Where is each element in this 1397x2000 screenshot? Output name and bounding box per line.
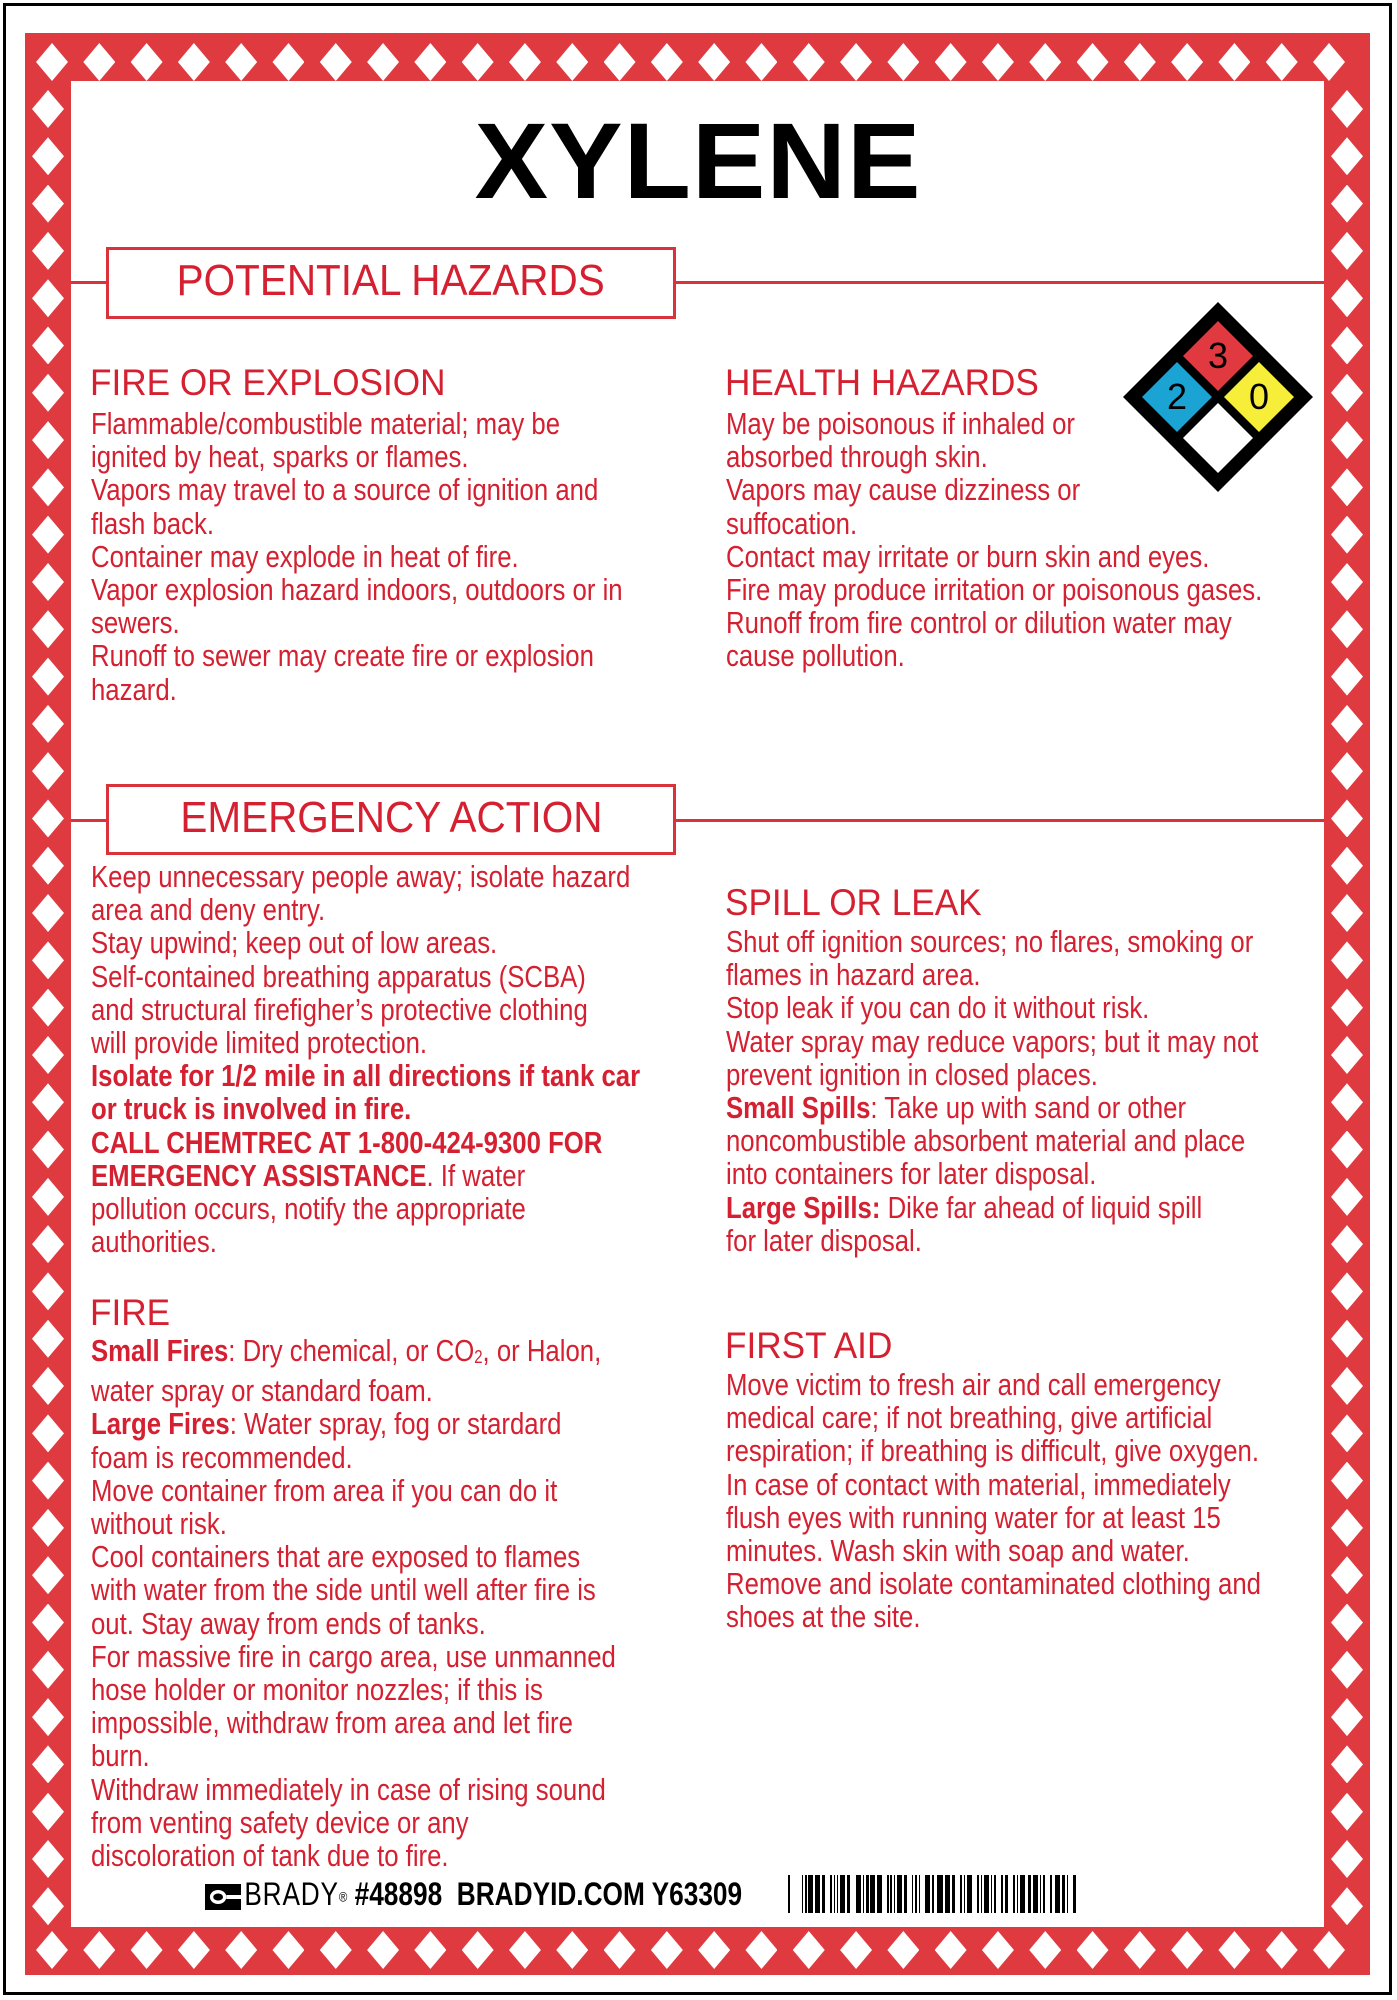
large-fires-label: Large Fires bbox=[91, 1406, 230, 1442]
diamond-icon bbox=[414, 1931, 446, 1969]
first-aid-text bbox=[726, 1368, 1261, 1634]
svg-text:2: 2 bbox=[1166, 376, 1188, 417]
small-spills-label: Small Spills bbox=[726, 1090, 871, 1126]
diamond-icon bbox=[1331, 374, 1363, 412]
text-line: Withdraw immediately in case of rising sound bbox=[91, 1771, 606, 1807]
text-line: May be poisonous if inhaled or bbox=[726, 406, 1076, 441]
text-line: sewers. bbox=[91, 605, 180, 641]
diamond-icon bbox=[32, 894, 64, 932]
diamond-icon bbox=[982, 1931, 1014, 1969]
diamond-icon bbox=[745, 1931, 777, 1969]
diamond-icon bbox=[367, 43, 399, 81]
text-line: medical care; if not breathing, give artificial bbox=[726, 1400, 1213, 1436]
brady-logo-icon bbox=[205, 1884, 241, 1910]
chemical-title bbox=[0, 100, 1397, 221]
diamond-icon bbox=[36, 1931, 68, 1969]
heading-spill-or-leak: SPILL OR LEAK bbox=[725, 882, 982, 923]
text-line: cause pollution. bbox=[726, 638, 905, 674]
text-line: Shut off ignition sources; no flares, smoking or bbox=[726, 924, 1254, 959]
diamond-icon bbox=[1331, 1840, 1363, 1878]
diamond-icon bbox=[36, 43, 68, 81]
nfpa-diamond-icon bbox=[1123, 302, 1313, 492]
diamond-icon bbox=[32, 1414, 64, 1452]
diamond-icon bbox=[1313, 1931, 1345, 1969]
text-line: into containers for later disposal. bbox=[726, 1156, 1097, 1192]
diamond-icon bbox=[1171, 43, 1203, 81]
diamond-icon bbox=[1331, 1556, 1363, 1594]
diamond-icon bbox=[793, 1931, 825, 1969]
diamond-icon bbox=[1331, 421, 1363, 459]
heading-fire-or-explosion: FIRE OR EXPLOSION bbox=[90, 362, 446, 403]
diamond-icon bbox=[32, 1320, 64, 1358]
text-line: area and deny entry. bbox=[91, 892, 326, 928]
diamond-icon bbox=[1029, 1931, 1061, 1969]
text-line: suffocation. bbox=[726, 505, 858, 541]
diamond-icon bbox=[32, 1793, 64, 1831]
diamond-icon bbox=[32, 941, 64, 979]
diamond-icon bbox=[32, 1887, 64, 1925]
diamond-icon bbox=[1331, 1604, 1363, 1642]
diamond-icon bbox=[935, 43, 967, 81]
diamond-icon bbox=[556, 43, 588, 81]
diamond-icon bbox=[1331, 1414, 1363, 1452]
diamond-icon bbox=[32, 1745, 64, 1783]
diamond-icon bbox=[32, 1367, 64, 1405]
text-line: impossible, withdraw from area and let fire bbox=[91, 1705, 573, 1741]
diamond-icon bbox=[509, 1931, 541, 1969]
text-line: flames in hazard area. bbox=[726, 957, 981, 993]
border-diamonds-top bbox=[36, 43, 1360, 81]
diamond-icon bbox=[1331, 1272, 1363, 1310]
diamond-icon bbox=[1331, 847, 1363, 885]
diamond-icon bbox=[1331, 1509, 1363, 1547]
large-spills-line2: for later disposal. bbox=[726, 1222, 922, 1258]
text-line: Runoff from fire control or dilution water may bbox=[726, 605, 1232, 641]
diamond-icon bbox=[32, 232, 64, 270]
small-fires-text-cont: , or Halon, bbox=[482, 1333, 602, 1368]
text-line: Vapor explosion hazard indoors, outdoors or in bbox=[91, 572, 623, 608]
diamond-icon bbox=[1331, 799, 1363, 837]
diamond-icon bbox=[1331, 1793, 1363, 1831]
text-line: respiration; if breathing is difficult, give oxygen. bbox=[726, 1433, 1260, 1469]
text-line: will provide limited protection. bbox=[91, 1025, 428, 1061]
text-line: Fire may produce irritation or poisonous gases. bbox=[726, 572, 1263, 608]
text-line: Stop leak if you can do it without risk. bbox=[726, 990, 1150, 1026]
part-number: #48898 bbox=[354, 1876, 443, 1912]
text-line: authorities. bbox=[91, 1224, 217, 1260]
diamond-icon bbox=[887, 1931, 919, 1969]
diamond-icon bbox=[32, 1178, 64, 1216]
diamond-icon bbox=[604, 43, 636, 81]
diamond-icon bbox=[225, 1931, 257, 1969]
registered-mark: ® bbox=[338, 1888, 348, 1905]
text-line: minutes. Wash skin with soap and water. bbox=[726, 1533, 1190, 1569]
diamond-icon bbox=[745, 43, 777, 81]
chemical-title-text: XYLENE bbox=[475, 100, 922, 221]
diamond-icon bbox=[1171, 1931, 1203, 1969]
diamond-icon bbox=[32, 1509, 64, 1547]
diamond-icon bbox=[1266, 1931, 1298, 1969]
diamond-icon bbox=[793, 43, 825, 81]
diamond-icon bbox=[32, 799, 64, 837]
diamond-icon bbox=[1331, 894, 1363, 932]
text-line: ignited by heat, sparks or flames. bbox=[91, 439, 469, 475]
brand-name: BRADY bbox=[244, 1876, 339, 1912]
diamond-icon bbox=[32, 279, 64, 317]
diamond-icon bbox=[1331, 1178, 1363, 1216]
diamond-icon bbox=[887, 43, 919, 81]
diamond-icon bbox=[32, 1036, 64, 1074]
small-fires-line2: water spray or standard foam. bbox=[91, 1373, 433, 1409]
diamond-icon bbox=[509, 43, 541, 81]
diamond-icon bbox=[32, 326, 64, 364]
section-title-potential-hazards bbox=[106, 247, 676, 319]
diamond-icon bbox=[178, 43, 210, 81]
manufacturer-footer bbox=[205, 1876, 742, 1913]
diamond-icon bbox=[367, 1931, 399, 1969]
diamond-icon bbox=[1218, 43, 1250, 81]
diamond-icon bbox=[32, 1698, 64, 1736]
border-diamonds-right bbox=[1331, 90, 1363, 1935]
diamond-icon bbox=[1331, 610, 1363, 648]
diamond-icon bbox=[651, 1931, 683, 1969]
diamond-icon bbox=[840, 1931, 872, 1969]
diamond-icon bbox=[1218, 1931, 1250, 1969]
diamond-icon bbox=[1331, 1745, 1363, 1783]
diamond-icon bbox=[1029, 43, 1061, 81]
fire-text bbox=[91, 1334, 616, 1872]
diamond-icon bbox=[935, 1931, 967, 1969]
diamond-icon bbox=[1331, 705, 1363, 743]
diamond-icon bbox=[1331, 1651, 1363, 1689]
text-line: Flammable/combustible material; may be bbox=[91, 406, 561, 441]
diamond-icon bbox=[1077, 1931, 1109, 1969]
diamond-icon bbox=[131, 43, 163, 81]
diamond-icon bbox=[1331, 1698, 1363, 1736]
diamond-icon bbox=[982, 43, 1014, 81]
diamond-icon bbox=[1331, 1036, 1363, 1074]
section-title-text: POTENTIAL HAZARDS bbox=[176, 256, 606, 305]
spill-or-leak-text bbox=[726, 925, 1258, 1257]
text-line: from venting safety device or any bbox=[91, 1804, 469, 1840]
text-line: or truck is involved in fire. bbox=[91, 1091, 412, 1127]
small-spills-lines bbox=[726, 1124, 1258, 1190]
diamond-icon bbox=[32, 1272, 64, 1310]
diamond-icon bbox=[1331, 232, 1363, 270]
diamond-icon bbox=[1331, 516, 1363, 554]
text-line: Self-contained breathing apparatus (SCBA) bbox=[91, 958, 586, 994]
diamond-icon bbox=[32, 705, 64, 743]
text-line: Runoff to sewer may create fire or explosion bbox=[91, 638, 594, 674]
diamond-icon bbox=[32, 989, 64, 1027]
diamond-icon bbox=[32, 1131, 64, 1169]
diamond-icon bbox=[462, 43, 494, 81]
diamond-icon bbox=[1266, 43, 1298, 81]
text-line: burn. bbox=[91, 1738, 150, 1774]
emergency-action-text bbox=[91, 860, 640, 1258]
large-fires-text: : Water spray, fog or stardard bbox=[229, 1406, 562, 1442]
barcode bbox=[788, 1875, 1184, 1913]
text-line: Move container from area if you can do it bbox=[91, 1472, 558, 1508]
diamond-icon bbox=[651, 43, 683, 81]
diamond-icon bbox=[1331, 468, 1363, 506]
text-line: discoloration of tank due to fire. bbox=[91, 1838, 449, 1874]
text-line: Isolate for 1/2 mile in all directions if tank car bbox=[91, 1058, 641, 1094]
diamond-icon bbox=[1331, 1887, 1363, 1925]
spill-instructions bbox=[726, 925, 1258, 1091]
diamond-icon bbox=[840, 43, 872, 81]
text-line: Water spray may reduce vapors; but it may not bbox=[726, 1023, 1259, 1059]
diamond-icon bbox=[1331, 1131, 1363, 1169]
diamond-icon bbox=[1331, 326, 1363, 364]
diamond-icon bbox=[83, 43, 115, 81]
text-line: For massive fire in cargo area, use unmanned bbox=[91, 1638, 616, 1674]
text-line: In case of contact with material, immediately bbox=[726, 1466, 1231, 1502]
text-line: Keep unnecessary people away; isolate hazard bbox=[91, 859, 631, 894]
text-line: prevent ignition in closed places. bbox=[726, 1056, 1098, 1092]
diamond-icon bbox=[1331, 1083, 1363, 1121]
text-line: Vapors may cause dizziness or bbox=[726, 472, 1081, 508]
diamond-icon bbox=[1331, 1462, 1363, 1500]
diamond-icon bbox=[32, 563, 64, 601]
text-line: CALL CHEMTREC AT 1-800-424-9300 FOR bbox=[91, 1124, 603, 1160]
diamond-icon bbox=[83, 1931, 115, 1969]
diamond-icon bbox=[1331, 563, 1363, 601]
diamond-icon bbox=[1331, 989, 1363, 1027]
diamond-icon bbox=[1313, 43, 1345, 81]
large-spills-label: Large Spills: bbox=[726, 1189, 881, 1225]
diamond-icon bbox=[178, 1931, 210, 1969]
diamond-icon bbox=[32, 847, 64, 885]
text-line: flush eyes with running water for at least 15 bbox=[726, 1499, 1221, 1535]
svg-text:0: 0 bbox=[1248, 376, 1270, 417]
text-line: out. Stay away from ends of tanks. bbox=[91, 1605, 486, 1641]
text-line: Stay upwind; keep out of low areas. bbox=[91, 925, 498, 961]
small-spills-text: : Take up with sand or other bbox=[870, 1090, 1187, 1126]
diamond-icon bbox=[32, 1556, 64, 1594]
text-line: Vapors may travel to a source of ignition and bbox=[91, 472, 599, 508]
diamond-icon bbox=[462, 1931, 494, 1969]
text-line: EMERGENCY ASSISTANCE. If water bbox=[91, 1157, 526, 1193]
border-diamonds-bottom bbox=[36, 1931, 1360, 1969]
diamond-icon bbox=[225, 43, 257, 81]
diamond-icon bbox=[32, 1225, 64, 1263]
border-diamonds-left bbox=[32, 90, 64, 1935]
text-line: pollution occurs, notify the appropriate bbox=[91, 1191, 526, 1227]
text-line: flash back. bbox=[91, 505, 215, 541]
diamond-icon bbox=[698, 43, 730, 81]
text-line: hazard. bbox=[91, 671, 177, 707]
heading-health-hazards: HEALTH HAZARDS bbox=[725, 362, 1039, 403]
diamond-icon bbox=[1124, 43, 1156, 81]
diamond-icon bbox=[1124, 1931, 1156, 1969]
diamond-icon bbox=[131, 1931, 163, 1969]
large-fires-line2: foam is recommended. bbox=[91, 1439, 353, 1475]
text-line: Move victim to fresh air and call emergency bbox=[726, 1367, 1221, 1402]
section-title-text: EMERGENCY ACTION bbox=[179, 793, 603, 842]
diamond-icon bbox=[698, 1931, 730, 1969]
text-line: noncombustible absorbent material and place bbox=[726, 1123, 1246, 1159]
diamond-icon bbox=[32, 1840, 64, 1878]
fire-or-explosion-text bbox=[91, 407, 623, 706]
diamond-icon bbox=[32, 1651, 64, 1689]
product-code: Y63309 bbox=[651, 1876, 743, 1912]
diamond-icon bbox=[32, 421, 64, 459]
text-line: Cool containers that are exposed to flames bbox=[91, 1539, 581, 1575]
svg-text:3: 3 bbox=[1207, 335, 1229, 376]
diamond-icon bbox=[32, 658, 64, 696]
text-line: absorbed through skin. bbox=[726, 439, 988, 475]
diamond-icon bbox=[272, 43, 304, 81]
text-line: with water from the side until well after fire is bbox=[91, 1572, 596, 1608]
section-title-emergency-action bbox=[106, 784, 676, 855]
text-line: hose holder or monitor nozzles; if this is bbox=[91, 1672, 543, 1708]
website-link[interactable]: BRADYID.COM bbox=[456, 1876, 645, 1912]
diamond-icon bbox=[604, 1931, 636, 1969]
diamond-icon bbox=[1331, 1320, 1363, 1358]
diamond-icon bbox=[320, 1931, 352, 1969]
diamond-icon bbox=[1331, 752, 1363, 790]
diamond-icon bbox=[272, 1931, 304, 1969]
diamond-icon bbox=[32, 752, 64, 790]
diamond-icon bbox=[556, 1931, 588, 1969]
large-spills-text: Dike far ahead of liquid spill bbox=[880, 1189, 1203, 1225]
diamond-icon bbox=[32, 1462, 64, 1500]
diamond-icon bbox=[32, 610, 64, 648]
text-line: without risk. bbox=[91, 1506, 227, 1542]
diamond-icon bbox=[32, 374, 64, 412]
diamond-icon bbox=[1331, 1225, 1363, 1263]
diamond-icon bbox=[1331, 941, 1363, 979]
fire-instructions bbox=[91, 1474, 616, 1872]
text-line: Remove and isolate contaminated clothing and bbox=[726, 1566, 1261, 1602]
diamond-icon bbox=[32, 1604, 64, 1642]
co2-subscript: 2 bbox=[474, 1347, 483, 1367]
heading-first-aid: FIRST AID bbox=[725, 1325, 893, 1366]
diamond-icon bbox=[1331, 658, 1363, 696]
text-line: Container may explode in heat of fire. bbox=[91, 538, 519, 574]
diamond-icon bbox=[1077, 43, 1109, 81]
diamond-icon bbox=[1331, 1367, 1363, 1405]
diamond-icon bbox=[32, 1083, 64, 1121]
diamond-icon bbox=[32, 516, 64, 554]
text-line: and structural firefigher’s protective clothing bbox=[91, 991, 588, 1027]
small-fires-text: : Dry chemical, or CO bbox=[228, 1333, 475, 1368]
diamond-icon bbox=[414, 43, 446, 81]
text-line: Contact may irritate or burn skin and eyes. bbox=[726, 538, 1210, 574]
text-line: shoes at the site. bbox=[726, 1599, 921, 1635]
small-fires-label: Small Fires bbox=[91, 1333, 229, 1368]
diamond-icon bbox=[32, 468, 64, 506]
heading-fire: FIRE bbox=[90, 1292, 171, 1333]
diamond-icon bbox=[320, 43, 352, 81]
diamond-icon bbox=[1331, 279, 1363, 317]
